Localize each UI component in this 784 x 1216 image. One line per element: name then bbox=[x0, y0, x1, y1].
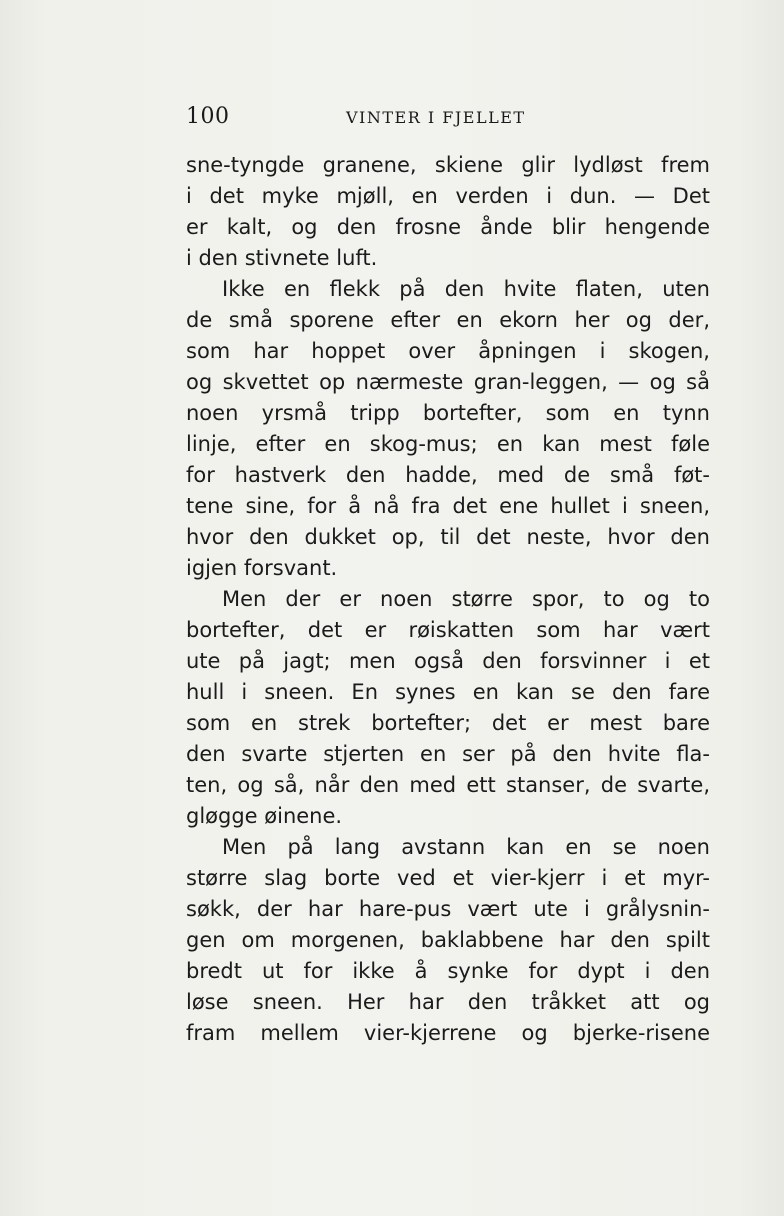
text-line: er kalt, og den frosne ånde blir hengende bbox=[186, 215, 710, 239]
body-text bbox=[186, 150, 710, 1049]
text-line: fram mellem vier-kjerrene og bjerke-risene bbox=[186, 1021, 710, 1045]
text-line: Men der er noen større spor, to og to bbox=[222, 587, 710, 611]
running-title: VINTER I FJELLET bbox=[346, 108, 526, 127]
text-line: større slag borte ved et vier-kjerr i et myr- bbox=[186, 866, 710, 890]
text-line: for hastverk den hadde, med de små føt- bbox=[186, 463, 710, 487]
text-line: noen yrsmå tripp bortefter, som en tynn bbox=[186, 401, 710, 425]
text-line: gløgge øinene. bbox=[186, 804, 343, 828]
text-line: den svarte stjerten en ser på den hvite fla- bbox=[186, 742, 710, 766]
text-line: og skvettet op nærmeste gran-leggen, — og så bbox=[186, 370, 710, 394]
page-header bbox=[186, 104, 710, 134]
text-line: gen om morgenen, baklabbene har den spilt bbox=[186, 928, 710, 952]
text-line: bredt ut for ikke å synke for dypt i den bbox=[186, 959, 710, 983]
text-line: i den stivnete luft. bbox=[186, 246, 378, 270]
text-line: linje, efter en skog-mus; en kan mest føle bbox=[186, 432, 710, 456]
text-line: i det myke mjøll, en verden i dun. — Det bbox=[186, 184, 710, 208]
text-line: hvor den dukket op, til det neste, hvor den bbox=[186, 525, 710, 549]
text-line: søkk, der har hare-pus vært ute i grålysnin- bbox=[186, 897, 710, 921]
text-line: som en strek bortefter; det er mest bare bbox=[186, 711, 710, 735]
text-line: de små sporene efter en ekorn her og der, bbox=[186, 308, 710, 332]
text-line: Men på lang avstann kan en se noen bbox=[222, 835, 710, 859]
text-line: igjen forsvant. bbox=[186, 556, 338, 580]
text-line: tene sine, for å nå fra det ene hullet i sneen, bbox=[186, 494, 710, 518]
text-line: ten, og så, når den med ett stanser, de svarte, bbox=[186, 773, 710, 797]
text-line: bortefter, det er røiskatten som har vært bbox=[186, 618, 710, 642]
text-line: sne-tyngde granene, skiene glir lydløst frem bbox=[186, 153, 710, 177]
text-line: løse sneen. Her har den tråkket att og bbox=[186, 990, 710, 1014]
page-number: 100 bbox=[186, 104, 230, 129]
text-line: Ikke en flekk på den hvite flaten, uten bbox=[222, 277, 710, 301]
text-line: hull i sneen. En synes en kan se den fare bbox=[186, 680, 710, 704]
text-line: ute på jagt; men også den forsvinner i et bbox=[186, 649, 710, 673]
text-line: som har hoppet over åpningen i skogen, bbox=[186, 339, 710, 363]
